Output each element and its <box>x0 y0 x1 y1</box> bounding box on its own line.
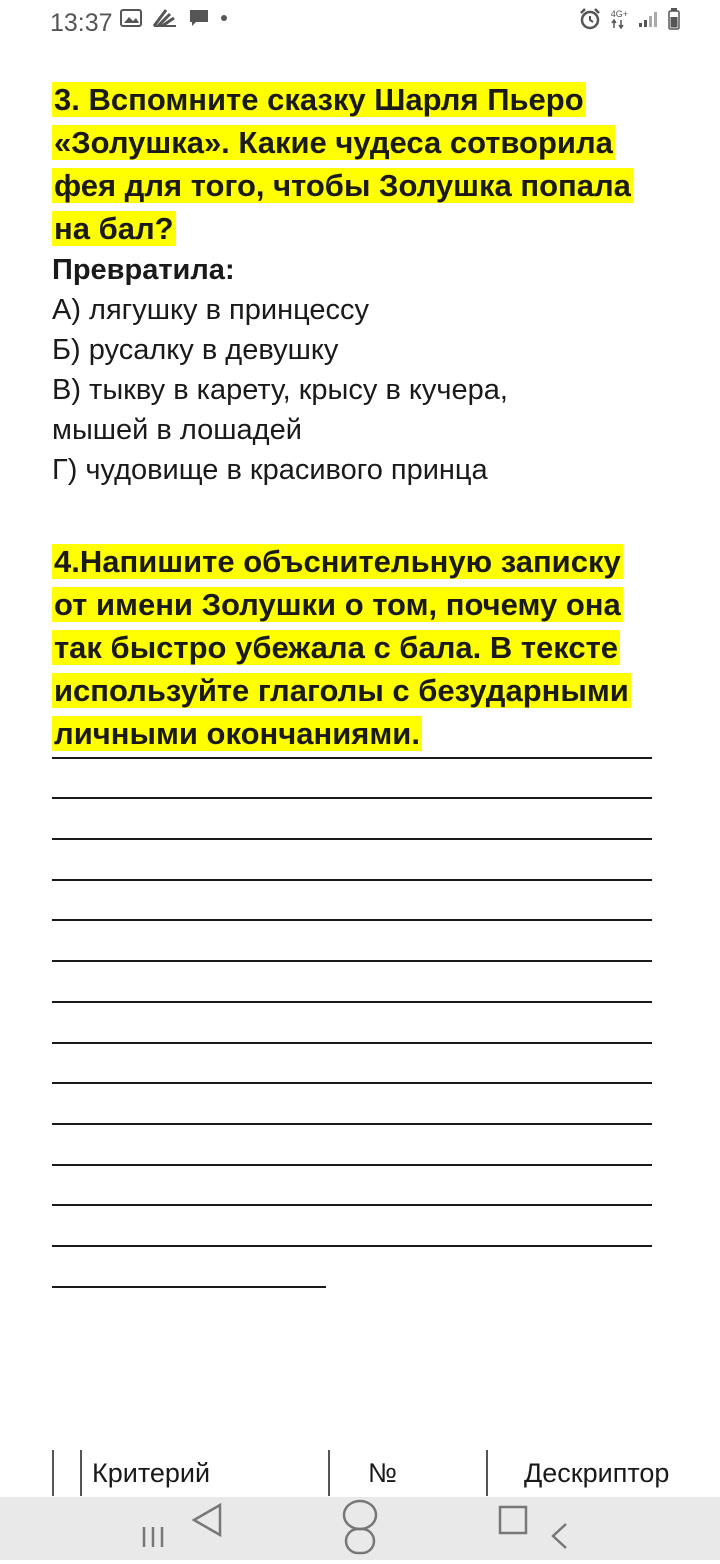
writing-line <box>52 718 652 759</box>
back-triangle-icon[interactable] <box>190 1502 224 1543</box>
answer-option-b: Б) русалку в девушку <box>52 334 339 366</box>
table-border <box>486 1450 488 1496</box>
writing-line-short <box>52 1247 326 1288</box>
question-3-line: 3. Вспомните сказку Шарля Пьеро <box>54 82 584 117</box>
header-criterion: Критерий <box>92 1458 211 1488</box>
writing-line <box>52 840 652 881</box>
status-right-icons <box>579 8 680 30</box>
chat-icon <box>188 8 210 28</box>
alarm-icon <box>579 8 601 30</box>
answer-option-a: А) лягушку в принцессу <box>52 294 370 326</box>
writing-line <box>52 921 652 962</box>
header-descriptor: Дескриптор <box>524 1458 670 1488</box>
answer-writing-lines <box>52 718 652 1288</box>
question-3-subtitle: Превратила: <box>52 254 235 286</box>
criteria-table-header <box>52 1450 720 1496</box>
question-3-line: «Золушка». Какие чудеса сотворила <box>54 125 613 160</box>
header-number: № <box>368 1458 397 1488</box>
answer-option-g: Г) чудовище в красивого принца <box>52 454 488 486</box>
writing-line <box>52 1044 652 1085</box>
dot-icon <box>220 14 228 22</box>
writing-line <box>52 881 652 922</box>
recent-apps-icon[interactable] <box>140 1525 166 1554</box>
question-3 <box>52 78 672 490</box>
question-3-line: фея для того, чтобы Золушка попала <box>54 168 631 203</box>
status-bar <box>0 0 720 48</box>
answer-option-v: В) тыкву в карету, крысу в кучера, <box>52 374 508 406</box>
writing-line <box>52 1084 652 1125</box>
question-4-line: от имени Золушки о том, почему она <box>54 587 621 622</box>
square-icon[interactable] <box>498 1505 528 1540</box>
writing-line <box>52 759 652 800</box>
question-4-line: 4.Напишите объснительную записку <box>54 544 621 579</box>
battery-icon <box>668 8 680 30</box>
status-left-icons <box>120 8 228 28</box>
gallery-icon <box>120 9 142 27</box>
answer-option-v-cont: мышей в лошадей <box>52 414 302 446</box>
writing-line <box>52 962 652 1003</box>
back-chevron-icon[interactable] <box>548 1521 570 1556</box>
navigation-bar <box>0 1497 720 1560</box>
writing-line <box>52 799 652 840</box>
document-content <box>52 78 672 755</box>
network-label: 4G+ <box>610 8 628 19</box>
network-4g-icon <box>611 10 628 29</box>
writing-line <box>52 1206 652 1247</box>
question-3-line: на бал? <box>54 211 174 246</box>
status-time: 13:37 <box>50 9 113 37</box>
table-border <box>328 1450 330 1496</box>
question-4-line: так быстро убежала с бала. В тексте <box>54 630 619 665</box>
question-4-line: личными окончаниями. <box>54 716 420 751</box>
writing-line <box>52 1003 652 1044</box>
question-4-line: используйте глаголы с безударными <box>54 673 629 708</box>
writing-line <box>52 1125 652 1166</box>
table-border <box>80 1450 82 1496</box>
writing-line <box>52 1166 652 1207</box>
table-border <box>52 1450 54 1496</box>
signal-bars-icon <box>638 10 658 28</box>
home-icon[interactable] <box>340 1499 380 1564</box>
signal-app-icon <box>152 8 178 28</box>
